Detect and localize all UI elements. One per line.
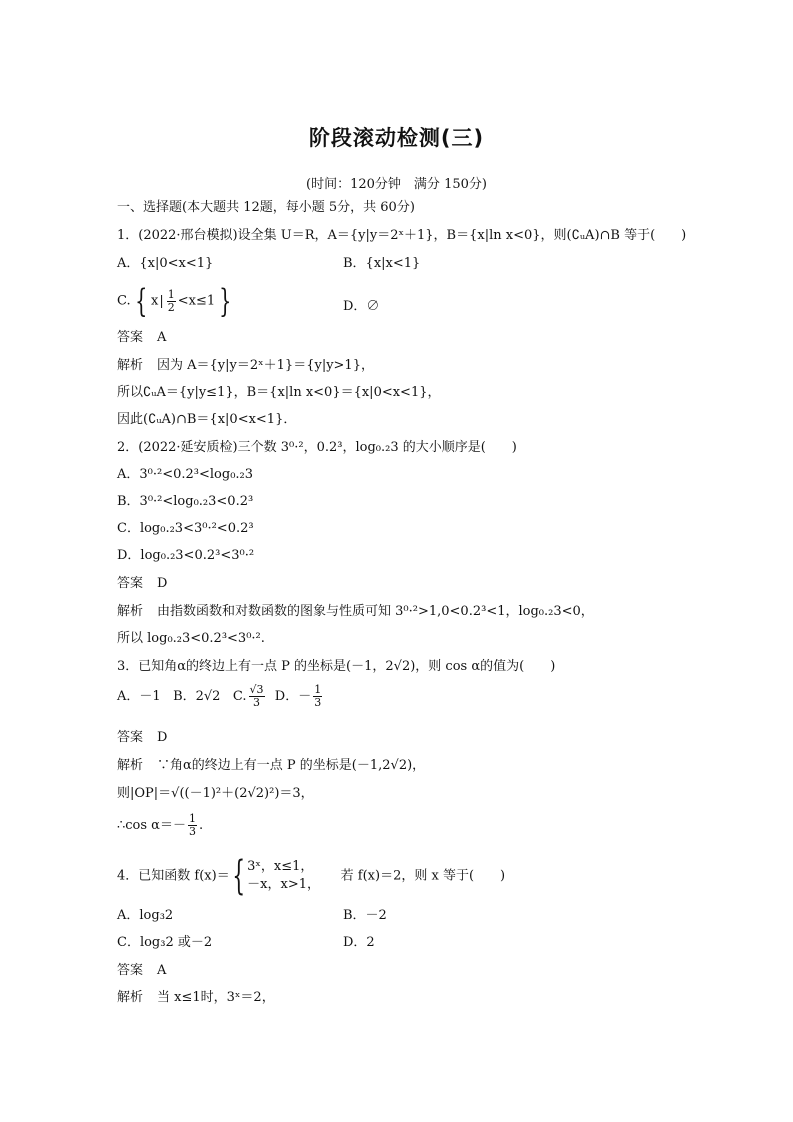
piecewise-brace: { xyxy=(232,853,245,899)
q1-option-c: C. { x| $\frac{1}{2}$ <x≤1 } xyxy=(117,282,232,320)
page-title: 阶段滚动检测(三) xyxy=(308,126,485,150)
fraction: $\frac{1}{2}$ xyxy=(167,287,175,314)
q3-option-d: D．－ $\frac{1}{3}$ xyxy=(274,683,322,709)
q3-option-b: B．2√2 xyxy=(173,689,221,704)
q1-explanation-3: 因此(∁ᵤA)∩B＝{x|0<x<1}． xyxy=(117,412,297,427)
q1-option-c-tail: <x≤1 xyxy=(177,293,216,309)
q4-stem-suffix: 若 f(x)＝2，则 x 等于( ) xyxy=(340,868,506,884)
explanation-label: 解析 xyxy=(117,990,144,1005)
q2-option-b: B．3⁰·²<log₀.₂3<0.2³ xyxy=(117,494,254,509)
q2-explanation-2: 所以 log₀.₂3<0.2³<3⁰·². xyxy=(117,631,265,646)
q1-option-a: A．{x|0<x<1} xyxy=(117,256,214,271)
q2-option-d: D．log₀.₂3<0.2³<3⁰·² xyxy=(117,548,255,563)
q4-answer xyxy=(117,962,166,980)
explanation-label: 解析 xyxy=(117,758,144,773)
q4-explanation-1: 解析 当 x≤1时，3ˣ＝2， xyxy=(117,990,275,1005)
answer-value: A xyxy=(157,330,167,345)
answer-value: A xyxy=(157,963,167,978)
q2-option-a: A．3⁰·²<0.2³<log₀.₂3 xyxy=(117,467,254,482)
q3-explanation-3: ∴cos α＝－ $\frac{1}{3}$ . xyxy=(117,812,204,838)
q4-option-c: C．log₃2 或－2 xyxy=(117,935,213,950)
q2-answer xyxy=(117,575,167,593)
time-score-note: (时间：120分钟 满分 150分) xyxy=(306,177,487,192)
section-heading: 一、选择题(本大题共 12题，每小题 5分，共 60分) xyxy=(117,200,415,215)
answer-label: 答案 xyxy=(117,730,144,745)
q3-options xyxy=(117,684,324,709)
q3-option-a: A．－1 xyxy=(117,689,161,704)
piecewise-cases: 3ˣ，x≤1， －x，x>1， xyxy=(247,859,320,892)
left-brace: { xyxy=(134,282,147,320)
q3-option-c: C. $\frac{√3}{3}$ xyxy=(232,683,264,709)
answer-value: D xyxy=(157,730,168,745)
right-brace: } xyxy=(219,282,232,320)
q2-option-c: C．log₀.₂3<3⁰·²<0.2³ xyxy=(117,521,254,536)
q3-explanation-2: 则|OP|＝√((－1)²＋(2√2)²)＝3， xyxy=(117,786,314,801)
q1-option-b: B．{x|x<1} xyxy=(343,256,421,271)
q2-stem: 2．(2022·延安质检)三个数 3⁰·²，0.2³，log₀.₂3 的大小顺序是( ) xyxy=(117,440,517,455)
answer-label: 答案 xyxy=(117,330,144,345)
q4-option-d: D．2 xyxy=(343,935,375,950)
q1-explanation-2: 所以∁ᵤA＝{y|y≤1}，B＝{x|ln x<0}＝{x|0<x<1}， xyxy=(117,385,441,400)
q1-stem: 1．(2022·邢台模拟)设全集 U＝R，A＝{y|y＝2ˣ＋1}，B＝{x|ln x<0}，则(∁ᵤA)∩B 等于( ) xyxy=(117,228,687,243)
q3-answer xyxy=(117,729,167,747)
q4-option-a: A．log₃2 xyxy=(117,908,174,923)
q1-option-c-label: C. xyxy=(117,293,131,309)
q4-stem xyxy=(117,853,506,899)
answer-value: D xyxy=(157,576,168,591)
explanation-label: 解析 xyxy=(117,604,144,619)
q3-explanation-1: 解析 ∵角α的终边上有一点 P 的坐标是(－1,2√2)， xyxy=(117,758,426,773)
q1-explanation-1: 解析 因为 A＝{y|y＝2ˣ＋1}＝{y|y>1}， xyxy=(117,358,374,373)
q2-explanation-1: 解析 由指数函数和对数函数的图象与性质可知 3⁰·²>1,0<0.2³<1，log₀.₂3<0， xyxy=(117,604,594,619)
q4-option-b: B．－2 xyxy=(343,908,387,923)
answer-label: 答案 xyxy=(117,963,144,978)
q4-stem-prefix: 4．已知函数 f(x)＝ xyxy=(117,868,230,884)
q3-stem: 3．已知角α的终边上有一点 P 的坐标是(－1，2√2)，则 cos α的值为( ) xyxy=(117,659,556,674)
explanation-label: 解析 xyxy=(117,358,144,373)
q1-option-d: D．∅ xyxy=(343,299,380,314)
q1-option-c-var: x xyxy=(150,293,159,309)
q1-answer xyxy=(117,329,166,347)
answer-label: 答案 xyxy=(117,576,144,591)
